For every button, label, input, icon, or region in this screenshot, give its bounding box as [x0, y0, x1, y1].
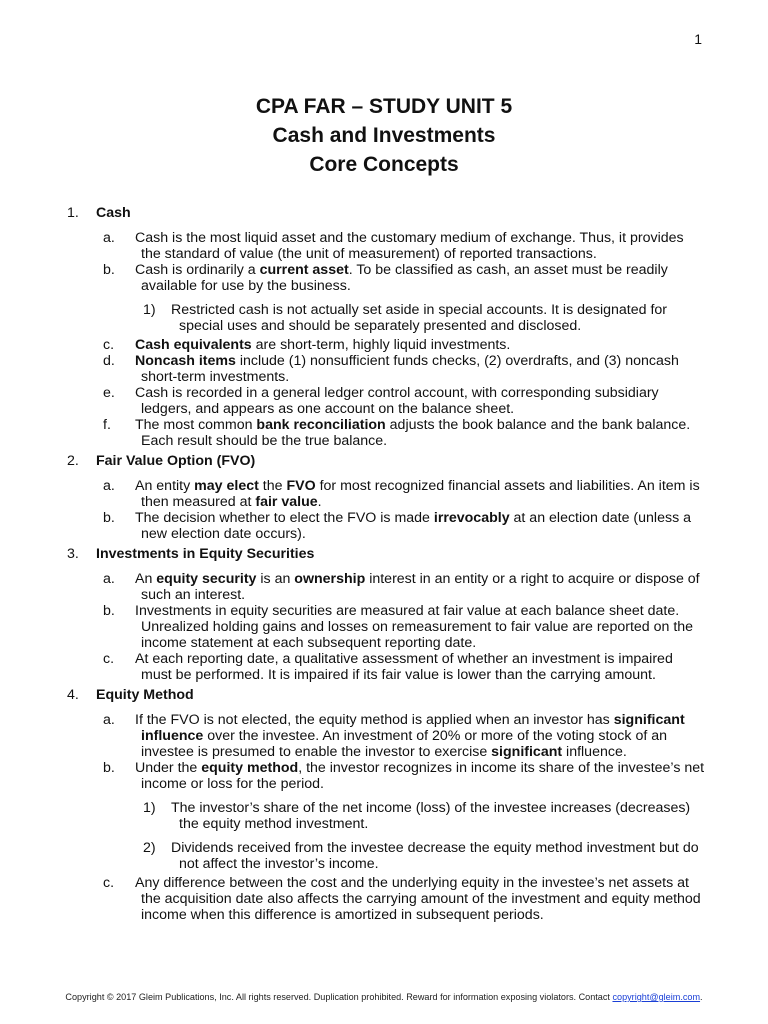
document-title: [0, 92, 768, 179]
bold-term: fair value: [255, 494, 318, 510]
item-marker: b.: [103, 603, 115, 619]
section-title: Cash: [96, 205, 131, 221]
item-marker: b.: [103, 262, 115, 278]
title-line-3: Core Concepts: [309, 153, 459, 176]
title-line-1: CPA FAR – STUDY UNIT 5: [255, 95, 513, 118]
title-line-2: Cash and Investments: [272, 124, 496, 147]
text-run: , the investor recognizes in income its share of the investee’s net income or loss for the period.: [141, 760, 705, 792]
text-run: the: [258, 478, 287, 494]
text-run: An entity: [135, 478, 195, 494]
bold-term: Noncash items: [135, 353, 236, 369]
footer-text: Copyright © 2017 Gleim Publications, Inc. All rights reserved. Duplication prohibited. Reward for information exposing violators. Contact: [65, 992, 613, 1002]
text-run: at an election date (unless a new election date occurs).: [141, 510, 691, 542]
sub-item: [143, 800, 707, 832]
text-run: include (1) nonsufficient funds checks, (2) overdrafts, and (3) noncash short-term investments.: [141, 353, 679, 385]
list-item: [103, 262, 707, 294]
bold-term: Cash equivalents: [135, 337, 252, 353]
bold-term: significant influence: [141, 712, 685, 744]
item-text: [135, 571, 707, 603]
item-marker: e.: [103, 385, 115, 401]
text-run: The decision whether to elect the FVO is made: [135, 510, 434, 526]
footer-end: .: [700, 992, 703, 1002]
item-text: [135, 353, 707, 385]
item-text: [135, 875, 707, 923]
item-marker: c.: [103, 875, 115, 891]
item-text: [135, 651, 707, 683]
text-run: Investments in equity securities are measured at fair value at each balance sheet date. Unrealized holding gains and losses on remeasurement to fair value are reported on the income statement at each subsequent reporting date.: [135, 603, 694, 651]
item-marker: c.: [103, 337, 115, 353]
item-text: [135, 230, 707, 262]
sub-item-text: [171, 840, 707, 872]
list-item: [103, 760, 707, 792]
bold-term: ownership: [294, 571, 366, 587]
bold-term: equity method: [201, 760, 299, 776]
section-number: 4.: [67, 687, 79, 703]
text-run: over the investee. An investment of 20% or more of the voting stock of an investee is presumed to enable the investor to exercise: [141, 728, 667, 760]
text-run: At each reporting date, a qualitative assessment of whether an investment is impaired must be performed. It is impaired if its fair value is lower than the carrying amount.: [135, 651, 673, 683]
item-marker: a.: [103, 478, 115, 494]
section: [67, 205, 707, 449]
sub-item: [143, 302, 707, 334]
bold-term: may elect: [194, 478, 259, 494]
list-item: [103, 385, 707, 417]
text-run: influence.: [562, 744, 627, 760]
section-number: 1.: [67, 205, 79, 221]
item-marker: d.: [103, 353, 115, 369]
bold-term: current asset: [259, 262, 349, 278]
text-run: Restricted cash is not actually set aside in special accounts. It is designated for special uses and should be separately presented and disclosed.: [171, 302, 668, 334]
list-item: [103, 875, 707, 923]
item-text: [135, 603, 707, 651]
copyright-email-link[interactable]: copyright@gleim.com: [612, 992, 701, 1002]
text-run: An: [135, 571, 157, 587]
text-run: Any difference between the cost and the underlying equity in the investee’s net assets at the acquisition date also affects the carrying amount of the investment and equity method income when this difference is amortized in subsequent periods.: [135, 875, 701, 923]
item-text: [135, 385, 707, 417]
sub-item-text: [171, 302, 707, 334]
section: [67, 546, 707, 683]
item-text: [135, 262, 707, 294]
text-run: for most recognized financial assets and liabilities. An item is then measured at: [141, 478, 700, 510]
text-run: Under the: [135, 760, 202, 776]
sub-item-marker: 1): [143, 302, 156, 318]
list-item: [103, 417, 707, 449]
item-text: [135, 337, 707, 353]
text-run: are short-term, highly liquid investments.: [251, 337, 511, 353]
section-heading: [67, 453, 707, 469]
section: [67, 687, 707, 923]
bold-term: irrevocably: [433, 510, 510, 526]
item-text: [135, 478, 707, 510]
list-item: [103, 712, 707, 760]
text-run: The investor’s share of the net income (loss) of the investee increases (decreases) the equity method investment.: [171, 800, 691, 832]
item-text: [135, 712, 707, 760]
bold-term: FVO: [286, 478, 316, 494]
outline-body: [67, 205, 707, 927]
list-item: [103, 510, 707, 542]
text-run: . To be classified as cash, an asset must be readily available for use by the business.: [141, 262, 668, 294]
list-item: [103, 571, 707, 603]
section-heading: [67, 687, 707, 703]
list-item: [103, 478, 707, 510]
sub-item-text: [171, 800, 707, 832]
section-title: Equity Method: [96, 687, 194, 703]
item-marker: b.: [103, 760, 115, 776]
section-number: 2.: [67, 453, 79, 469]
item-marker: a.: [103, 230, 115, 246]
section-number: 3.: [67, 546, 79, 562]
bold-term: bank reconciliation: [256, 417, 386, 433]
text-run: The most common: [135, 417, 257, 433]
item-marker: a.: [103, 571, 115, 587]
list-item: [103, 337, 707, 353]
list-item: [103, 230, 707, 262]
text-run: .: [317, 494, 322, 510]
bold-term: equity security: [156, 571, 257, 587]
text-run: If the FVO is not elected, the equity method is applied when an investor has: [135, 712, 614, 728]
item-text: [135, 760, 707, 792]
text-run: is an: [256, 571, 295, 587]
item-text: [135, 510, 707, 542]
section-title: Fair Value Option (FVO): [96, 453, 256, 469]
sub-item: [143, 840, 707, 872]
item-text: [135, 417, 707, 449]
sub-item-marker: 1): [143, 800, 156, 816]
section-heading: [67, 205, 707, 221]
item-marker: c.: [103, 651, 115, 667]
text-run: adjusts the book balance and the bank balance. Each result should be the true balance.: [141, 417, 691, 449]
text-run: interest in an entity or a right to acquire or dispose of such an interest.: [141, 571, 700, 603]
text-run: Cash is the most liquid asset and the customary medium of exchange. Thus, it provides the standard of value (the unit of measurement) of reported transactions.: [135, 230, 684, 262]
list-item: [103, 651, 707, 683]
list-item: [103, 353, 707, 385]
text-run: Dividends received from the investee decrease the equity method investment but do not affect the investor’s income.: [171, 840, 699, 872]
section: [67, 453, 707, 542]
text-run: Cash is ordinarily a: [135, 262, 260, 278]
text-run: Cash is recorded in a general ledger control account, with corresponding subsidiary ledgers, and appears as one account on the balance sheet.: [135, 385, 659, 417]
copyright-footer: [0, 992, 768, 1002]
sub-item-marker: 2): [143, 840, 156, 856]
page-number: 1: [694, 31, 702, 47]
bold-term: significant: [491, 744, 563, 760]
list-item: [103, 603, 707, 651]
section-heading: [67, 546, 707, 562]
item-marker: b.: [103, 510, 115, 526]
section-title: Investments in Equity Securities: [96, 546, 315, 562]
item-marker: f.: [103, 417, 111, 433]
item-marker: a.: [103, 712, 115, 728]
